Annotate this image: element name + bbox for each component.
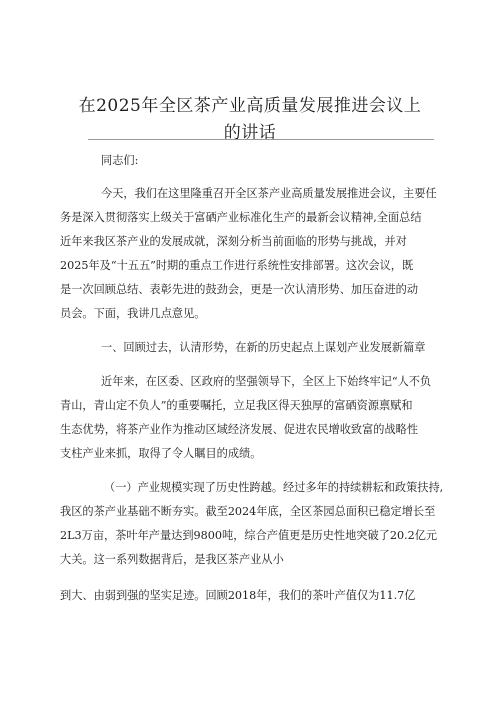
section-heading-1: 一、回顾过去，认清形势，在新的历史起点上谋划产业发展新篇章 (101, 341, 426, 354)
paragraph-1-line-6: 员会。下面，我讲几点意见。 (60, 307, 206, 320)
paragraph-1-line-3: 近年来我区茶产业的发展成就，深刻分析当前面临的形势与挑战，并对 (60, 235, 407, 248)
paragraph-2-line-4: 支柱产业来抓，取得了令人瞩目的成绩。 (60, 447, 262, 460)
paragraph-2-line-3: 生态优势，将茶产业作为推动区域经济发展、促进农民增收致富的战略性 (60, 423, 419, 436)
salutation: 同志们: (101, 154, 139, 167)
paragraph-1-line-1: 今天，我们在这里隆重召开全区茶产业高质量发展推进会议，主要任 (101, 187, 437, 200)
paragraph-3-line-1: （一）产业规模实现了历史性跨越。经过多年的持续耕耘和政策扶持, (104, 481, 444, 494)
paragraph-2-line-1: 近年来，在区委、区政府的坚强领导下，全区上下始终牢记“人不负 (101, 375, 432, 388)
paragraph-1-line-5: 是一次回顾总结、表彰先进的鼓劲会，更是一次认清形势、加压奋进的动 (60, 283, 419, 296)
paragraph-2-line-2: 青山，青山定不负人”的重要嘱托，立足我区得天独厚的富硒资源禀赋和 (60, 399, 413, 412)
paragraph-4-line-1: 到大、由弱到强的坚实足迹。回顾2018年，我们的茶叶产值仅为11.7亿 (60, 589, 416, 602)
document-title-line-1: 在2025年全区茶产业高质量发展推进会议上 (78, 96, 422, 116)
paragraph-1-line-2: 务是深入贯彻落实上级关于富硒产业标准化生产的最新会议精神,全面总结 (60, 211, 422, 224)
paragraph-3-line-3: 2L3万亩，茶叶年产量达到9800吨，综合产值更是历史性地突破了20.2亿元 (60, 529, 438, 542)
document-title-line-2: 的讲话 (223, 123, 277, 143)
title-divider (88, 139, 434, 140)
paragraph-3-line-4: 大关。这一系列数据背后，是我区茶产业从小 (60, 553, 284, 566)
paragraph-3-line-2: 我区的茶产业基础不断夯实。截至2024年底，全区茶园总面积已稳定增长至 (60, 505, 436, 518)
paragraph-1-line-4: 2025年及“十五五”时期的重点工作进行系统性安排部署。这次会议，既 (60, 259, 414, 272)
